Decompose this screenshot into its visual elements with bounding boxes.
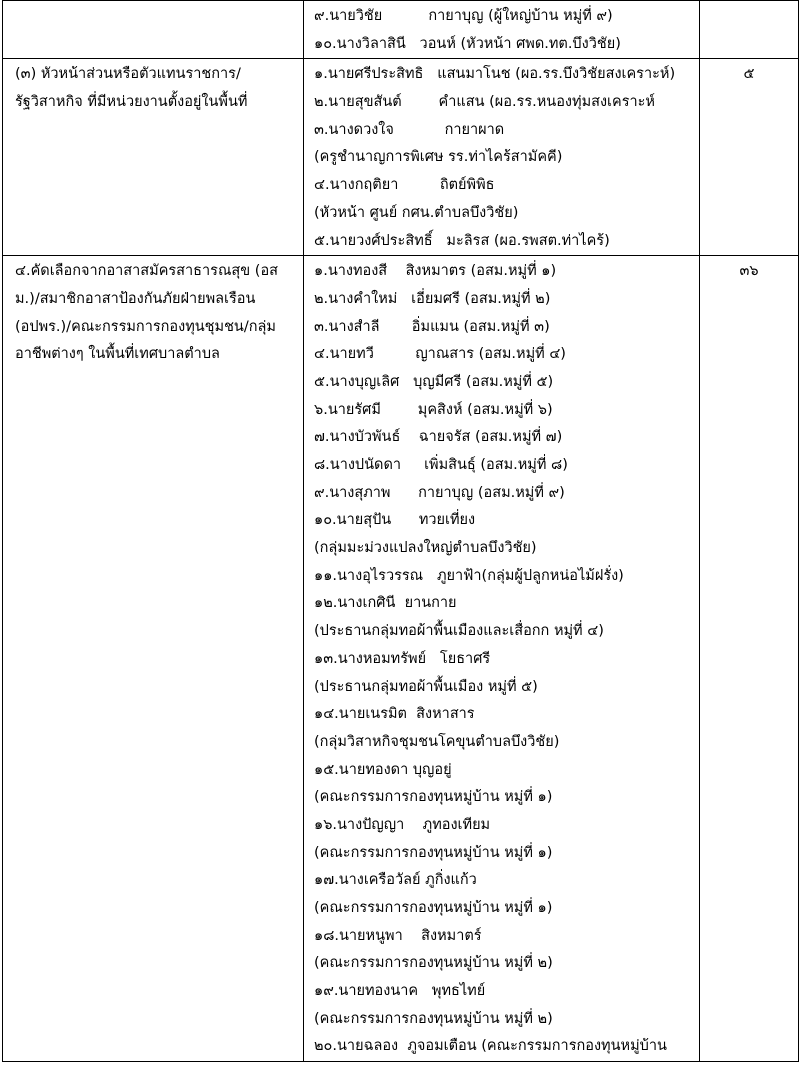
member-line: ๔.นายทวี ญาณสาร (อสม.หมู่ที่ ๔) xyxy=(314,346,566,363)
member-line: ๒.นางคำใหม่ เอี่ยมศรี (อสม.หมู่ที่ ๒) xyxy=(314,290,551,307)
member-line: (หัวหน้า ศูนย์ กศน.ตำบลบึงวิชัย) xyxy=(314,204,519,221)
count-cell xyxy=(700,1,799,59)
member-line: ๑๑.นางอุไรวรรณ ภูยาฟ้า(กลุ่มผู้ปลูกหน่อไม้ฝรั่ง) xyxy=(314,567,624,584)
members-cell xyxy=(304,59,700,256)
members-cell xyxy=(304,256,700,1062)
category-cell xyxy=(3,256,304,1062)
member-line: ๓.นางสำลี อิ่มแมน (อสม.หมู่ที่ ๓) xyxy=(314,318,550,335)
member-line: (ประธานกลุ่มทอผ้าพื้นเมืองและเสื่อกก หมู่ที่ ๔) xyxy=(314,623,604,640)
member-line: ๑๙.นายทองนาค พุทธไทย์ xyxy=(314,983,486,1000)
member-line: ๒๐.นายฉลอง ภูจอมเตือน (คณะกรรมการกองทุนหมู่บ้าน xyxy=(314,1038,667,1055)
member-line: ๑.นางทองสี สิงหมาตร (อสม.หมู่ที่ ๑) xyxy=(314,263,557,280)
member-line: (คณะกรรมการกองทุนหมู่บ้าน หมู่ที่ ๒) xyxy=(314,955,553,972)
member-line: ๕.นายวงศ์ประสิทธิ์ มะลิรส (ผอ.รพสต.ท่าไคร้) xyxy=(314,232,610,249)
member-count xyxy=(700,3,798,31)
member-line: ๓.นางดวงใจ กายาผาด xyxy=(314,121,505,138)
member-line: ๑๖.นางปัญญา ภูทองเทียม xyxy=(314,816,491,833)
member-line: ๑๗.นางเครือวัลย์ ภูกิ่งแก้ว xyxy=(314,872,477,889)
category-line: (๓) หัวหน้าส่วนหรือตัวแทนราชการ/ xyxy=(15,66,241,83)
member-line: ๑๔.นายเนรมิต สิงหาสาร xyxy=(314,706,475,723)
member-line: (คณะกรรมการกองทุนหมู่บ้าน หมู่ที่ ๑) xyxy=(314,789,553,806)
category-line: (อปพร.)/คณะกรรมการกองทุนชุมชน/กลุ่ม xyxy=(15,318,276,335)
table-row xyxy=(3,59,799,256)
member-line: ๑๕.นายทองดา บุญอยู่ xyxy=(314,761,452,778)
member-line: ๑๐.นางวิลาสินี วอนห์ (หัวหน้า ศพด.ทต.บึงวิชัย) xyxy=(314,35,621,52)
member-line: ๘.นางปนัดดา เพิ่มสินธุ์ (อสม.หมู่ที่ ๘) xyxy=(314,457,568,473)
member-count: ๓๖ xyxy=(739,263,759,280)
member-line: (คณะกรรมการกองทุนหมู่บ้าน หมู่ที่ ๑) xyxy=(314,844,553,861)
member-line: (คณะกรรมการกองทุนหมู่บ้าน หมู่ที่ ๑) xyxy=(314,900,553,916)
member-count: ๕ xyxy=(743,66,755,83)
member-line: (กลุ่มวิสาหกิจชุมชนโคขุนตำบลบึงวิชัย) xyxy=(314,733,560,750)
count-cell xyxy=(700,256,799,1062)
member-line: ๑.นายศรีประสิทธิ แสนมาโนช (ผอ.รร.บึงวิชัยสงเคราะห์) xyxy=(314,66,676,83)
member-line: (กลุ่มมะม่วงแปลงใหญ่ตำบลบึงวิชัย) xyxy=(314,540,537,557)
member-line: ๑๒.นางเกศินี ยานกาย xyxy=(314,595,457,612)
table-row xyxy=(3,256,799,1062)
category-line: ม.)/สมาชิกอาสาป้องกันภัยฝ่ายพลเรือน xyxy=(15,290,256,307)
member-line: ๔.นางกฤติยา ถิตย์พิพิธ xyxy=(314,177,495,194)
members-cell xyxy=(304,1,700,59)
member-line: ๒.นายสุขสันต์ คำแสน (ผอ.รร.หนองทุ่มสงเคราะห์ xyxy=(314,94,655,111)
member-line: (คณะกรรมการกองทุนหมู่บ้าน หมู่ที่ ๒) xyxy=(314,1010,553,1027)
category-line: อาชีพต่างๆ ในพื้นที่เทศบาลตำบล xyxy=(15,346,220,363)
member-line: ๕.นางบุญเลิศ บุญมีศรี (อสม.หมู่ที่ ๕) xyxy=(314,373,554,390)
member-line: (ประธานกลุ่มทอผ้าพื้นเมือง หมู่ที่ ๕) xyxy=(314,678,538,695)
member-line: ๑๓.นางหอมทรัพย์ โยธาศรี xyxy=(314,650,491,667)
member-line: ๑๘.นายหนูพา สิงหมาตร์ xyxy=(314,927,482,944)
category-cell xyxy=(3,1,304,59)
committee-table xyxy=(2,0,799,1062)
count-cell xyxy=(700,59,799,256)
table-row xyxy=(3,1,799,59)
member-line: ๑๐.นายสุปัน ทวยเที่ยง xyxy=(314,512,476,529)
category-line: รัฐวิสาหกิจ ที่มีหน่วยงานตั้งอยู่ในพื้นที่ xyxy=(15,94,248,111)
member-line: ๖.นายรัศมี มุคสิงห์ (อสม.หมู่ที่ ๖) xyxy=(314,401,553,418)
member-line: (ครูชำนาญการพิเศษ รร.ท่าไคร้สามัคคี) xyxy=(314,149,563,166)
category-line: ๔.คัดเลือกจากอาสาสมัครสาธารณสุข (อส xyxy=(15,263,278,280)
category-cell xyxy=(3,59,304,256)
member-line: ๗.นางบัวพันธ์ ฉายจรัส (อสม.หมู่ที่ ๗) xyxy=(314,429,563,446)
member-line: ๙.นายวิชัย กายาบุญ (ผู้ใหญ่บ้าน หมู่ที่ ๙) xyxy=(314,8,613,24)
member-line: ๙.นางสุภาพ กายาบุญ (อสม.หมู่ที่ ๙) xyxy=(314,484,565,501)
